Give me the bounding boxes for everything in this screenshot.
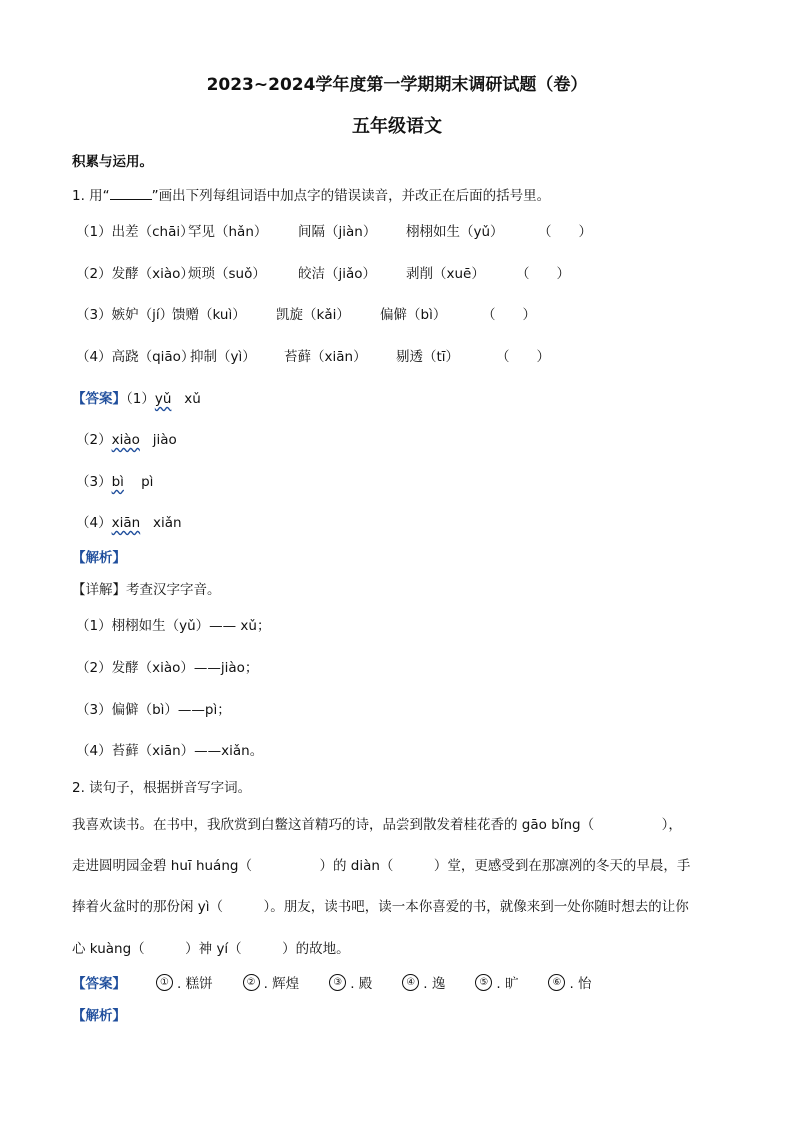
- word-item: 罕见（hǎn）: [188, 224, 268, 240]
- answer-1-line-1: [72, 387, 201, 407]
- answer-1-line-4: [76, 511, 182, 531]
- word-item: 烦琐（suǒ）: [188, 266, 266, 282]
- detail-tag: 【详解】: [72, 582, 126, 598]
- wrong-reading: xiào: [111, 432, 140, 448]
- question-1-prefix: 1. 用“: [72, 188, 110, 204]
- detail-text: 考查汉字字音。: [126, 582, 221, 598]
- answer-paren: （ ）: [516, 266, 570, 282]
- answer-item: [329, 972, 372, 992]
- word-item: （3）嫉妒（jí）: [76, 307, 174, 323]
- answer-num: （1）: [126, 391, 155, 407]
- correct-reading: xiǎn: [153, 515, 182, 531]
- question-1-row-3: [76, 303, 536, 323]
- word-item: 偏僻（bì）: [380, 307, 447, 323]
- passage-line-1: 我喜欢读书。在书中，我欣赏到白鳖这首精巧的诗，品尝到散发着桂花香的 gāo bǐng（ ），: [72, 817, 682, 833]
- word-item: 间隔（jiàn）: [298, 224, 377, 240]
- circled-number: ②: [243, 974, 260, 991]
- answer-item: [475, 972, 518, 992]
- word-item: 剔透（tī）: [396, 349, 460, 365]
- answer-text: . 辉煌: [263, 976, 300, 992]
- answer-num: （2）: [76, 432, 112, 448]
- word-item: 凯旋（kǎi）: [276, 307, 350, 323]
- answer-text: . 糕饼: [177, 976, 213, 992]
- detail-item: （1）栩栩如生（yǔ）—— xǔ；: [76, 618, 271, 634]
- answer-text: . 殿: [350, 976, 373, 992]
- wrong-reading: yǔ: [154, 391, 172, 407]
- answer-text: . 旷: [496, 976, 519, 992]
- answer-1-line-2: [76, 428, 177, 448]
- word-item: （4）高跷（qiāo）: [76, 349, 195, 365]
- analysis-tag: 【解析】: [72, 1008, 126, 1024]
- correct-reading: jiào: [152, 432, 177, 448]
- detail-item: （3）偏僻（bì）——pì；: [76, 702, 231, 718]
- detail-item: （2）发酵（xiào）——jiào；: [76, 660, 259, 676]
- passage-line-3: 捧着火盆时的那份闲 yì（ ）。朋友，读书吧，读一本你喜爱的书，就像来到一处你随时想去的让你: [72, 899, 689, 915]
- circled-number: ⑥: [548, 974, 565, 991]
- correct-reading: pì: [141, 474, 154, 490]
- wrong-reading: xiān: [111, 515, 141, 531]
- section-title: 积累与运用。: [72, 154, 153, 170]
- circled-number: ①: [156, 974, 173, 991]
- passage-line-4: 心 kuàng（ ）神 yí（ ）的故地。: [72, 941, 350, 957]
- question-2-prompt: 2. 读句子，根据拼音写字词。: [72, 780, 252, 796]
- answer-paren: （ ）: [496, 349, 550, 365]
- word-item: 馈赠（kuì）: [172, 307, 246, 323]
- answer-2-line: [72, 972, 592, 992]
- detail-line: [72, 578, 221, 598]
- question-1-row-4: [76, 345, 550, 365]
- question-1-row-1: [76, 220, 592, 240]
- wrong-reading: bì: [111, 474, 124, 490]
- word-item: 抑制（yì）: [190, 349, 256, 365]
- answer-tag: 【答案】: [72, 976, 126, 992]
- answer-paren: （ ）: [482, 307, 536, 323]
- exam-subtitle: 五年级语文: [352, 116, 442, 137]
- answer-item: [243, 972, 300, 992]
- word-item: 剥削（xuē）: [406, 266, 485, 282]
- question-1-prompt: [72, 184, 550, 204]
- circled-number: ⑤: [475, 974, 492, 991]
- underline-blank: [110, 187, 152, 200]
- answer-1-line-3: [76, 470, 153, 490]
- analysis-tag: 【解析】: [72, 550, 126, 566]
- answer-num: （3）: [76, 474, 112, 490]
- answer-item: [548, 972, 591, 992]
- answer-text: . 怡: [569, 976, 592, 992]
- answer-paren: （ ）: [538, 224, 592, 240]
- detail-item: （4）苔藓（xiān）——xiǎn。: [76, 743, 264, 759]
- answer-tag: 【答案】: [72, 391, 126, 407]
- answer-item: [402, 972, 445, 992]
- passage-line-2: 走进圆明园金碧 huī huáng（ ）的 diàn（ ）堂，更感受到在那凛冽的冬天的早晨，手: [72, 858, 691, 874]
- correct-reading: xǔ: [184, 391, 201, 407]
- circled-number: ③: [329, 974, 346, 991]
- word-item: 皎洁（jiǎo）: [298, 266, 377, 282]
- answer-num: （4）: [76, 515, 112, 531]
- question-1-row-2: [76, 262, 570, 282]
- word-item: 栩栩如生（yǔ）: [406, 224, 504, 240]
- word-item: （2）发酵（xiào）: [76, 266, 194, 282]
- answer-item: [156, 972, 213, 992]
- circled-number: ④: [402, 974, 419, 991]
- question-1-suffix: ”画出下列每组词语中加点字的错误读音，并改正在后面的括号里。: [151, 188, 551, 204]
- answer-text: . 逸: [423, 976, 446, 992]
- word-item: 苔藓（xiān）: [284, 349, 367, 365]
- exam-title: 2023~2024学年度第一学期期末调研试题（卷）: [206, 75, 588, 95]
- word-item: （1）出差（chāi）: [76, 224, 194, 240]
